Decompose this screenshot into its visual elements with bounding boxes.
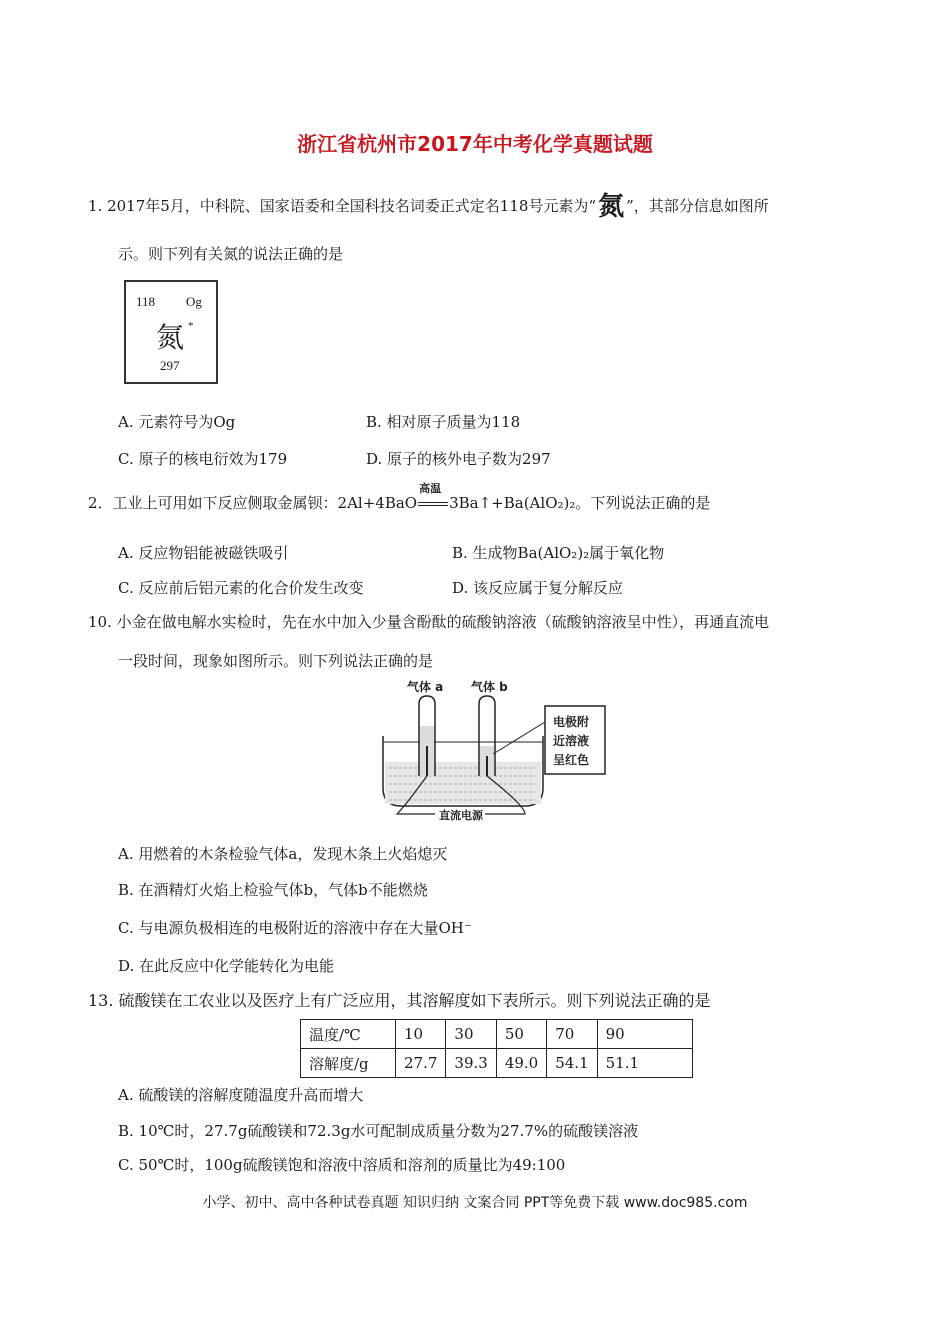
question-2-line [88, 482, 711, 513]
table-cell: 49.0 [496, 1049, 546, 1078]
question-1-text-before: 1. 2017年5月，中科院、国家语委和全国科技名词委正式定名118号元素为“ [88, 197, 597, 215]
page-footer: 小学、初中、高中各种试卷真题 知识归纳 文案合同 PPT等免费下载 www.doc985.com [202, 1195, 748, 1211]
power-source-label: 直流电源 [439, 809, 483, 822]
q1-option-d: D. 原子的核外电子数为297 [366, 450, 551, 468]
element-number: 118 [136, 294, 156, 309]
q13-option-b: B. 10℃时，27.7g硫酸镁和72.3g水可配制成质量分数为27.7%的硫酸镁溶液 [118, 1122, 639, 1140]
gas-b-label: 气体 b [471, 680, 508, 694]
element-star: * [188, 320, 194, 332]
table-cell: 51.1 [597, 1049, 692, 1078]
electrolysis-diagram [375, 676, 615, 822]
q1-option-c: C. 原子的核电衍效为179 [118, 450, 288, 468]
table-cell: 70 [547, 1020, 597, 1049]
q10-option-d: D. 在此反应中化学能转化为电能 [118, 957, 335, 975]
question-1-line-2: 示。则下列有关氮的说法正确的是 [118, 245, 344, 263]
callout-line-2: 近溶液 [553, 734, 590, 748]
question-2-text-after: 3Ba↑+Ba(AlO₂)₂。下列说法正确的是 [449, 494, 711, 512]
table-cell: 温度/℃ [301, 1020, 396, 1049]
q13-option-a: A. 硫酸镁的溶解度随温度升高而增大 [118, 1086, 364, 1104]
element-mass: 297 [160, 358, 180, 373]
q13-option-c: C. 50℃时，100g硫酸镁饱和溶液中溶质和溶剂的质量比为49:100 [118, 1156, 566, 1174]
table-cell: 90 [597, 1020, 692, 1049]
question-10-line-1: 10. 小金在做电解水实检时，先在水中加入少量含酚酞的硫酸钠溶液（硫酸钠溶液呈中性），再通直流电 [88, 613, 770, 631]
table-cell: 溶解度/g [301, 1049, 396, 1078]
table-cell: 54.1 [547, 1049, 597, 1078]
q1-option-b: B. 相对原子质量为118 [366, 413, 521, 431]
q10-option-b: B. 在酒精灯火焰上检验气体b，气体b不能燃烧 [118, 881, 428, 899]
q2-option-a: A. 反应物铝能被磁铁吸引 [118, 544, 289, 562]
question-1-text-after: ”，其部分信息如图所 [626, 197, 769, 215]
solution-fill [385, 762, 541, 804]
reaction-arrow [417, 482, 449, 512]
element-name: 氮 [156, 323, 185, 354]
question-1-line-1 [88, 194, 769, 220]
q2-option-c: C. 反应前后铝元素的化合价发生改变 [118, 579, 364, 597]
table-cell: 30 [446, 1020, 496, 1049]
q2-option-d: D. 该反应属于复分解反应 [452, 579, 624, 597]
question-10-line-2: 一段时间，现象如图所示。则下列说法正确的是 [118, 652, 434, 670]
q10-option-a: A. 用燃着的木条检验气体a，发现木条上火焰熄灭 [118, 845, 448, 863]
table-cell: 27.7 [396, 1049, 446, 1078]
table-cell: 39.3 [446, 1049, 496, 1078]
gas-a-label: 气体 a [407, 680, 444, 694]
table-row [301, 1049, 693, 1078]
q10-option-c: C. 与电源负极相连的电极附近的溶液中存在大量OH⁻ [118, 919, 472, 937]
question-2-text-before: 2．工业上可用如下反应侧取金属钡：2Al+4BaO [88, 494, 418, 512]
document-title: 浙江省杭州市2017年中考化学真题试题 [297, 132, 653, 156]
callout-line-3: 呈红色 [553, 753, 590, 767]
table-header-row [301, 1020, 693, 1049]
table-cell: 50 [496, 1020, 546, 1049]
element-glyph: 氮 [598, 192, 625, 222]
q1-option-a: A. 元素符号为Og [118, 413, 236, 431]
q2-option-b: B. 生成物Ba(AlO₂)₂属于氧化物 [452, 544, 665, 562]
callout-line-1: 电极附 [553, 715, 590, 729]
solubility-table [300, 1019, 693, 1078]
callout-line [493, 722, 545, 754]
reaction-condition: 高温 [419, 482, 442, 495]
element-card [124, 280, 218, 384]
table-cell: 10 [396, 1020, 446, 1049]
question-13-line-1: 13. 硫酸镁在工农业以及医疗上有广泛应用，其溶解度如下表所示。则下列说法正确的是 [88, 991, 711, 1010]
element-symbol: Og [186, 294, 202, 309]
